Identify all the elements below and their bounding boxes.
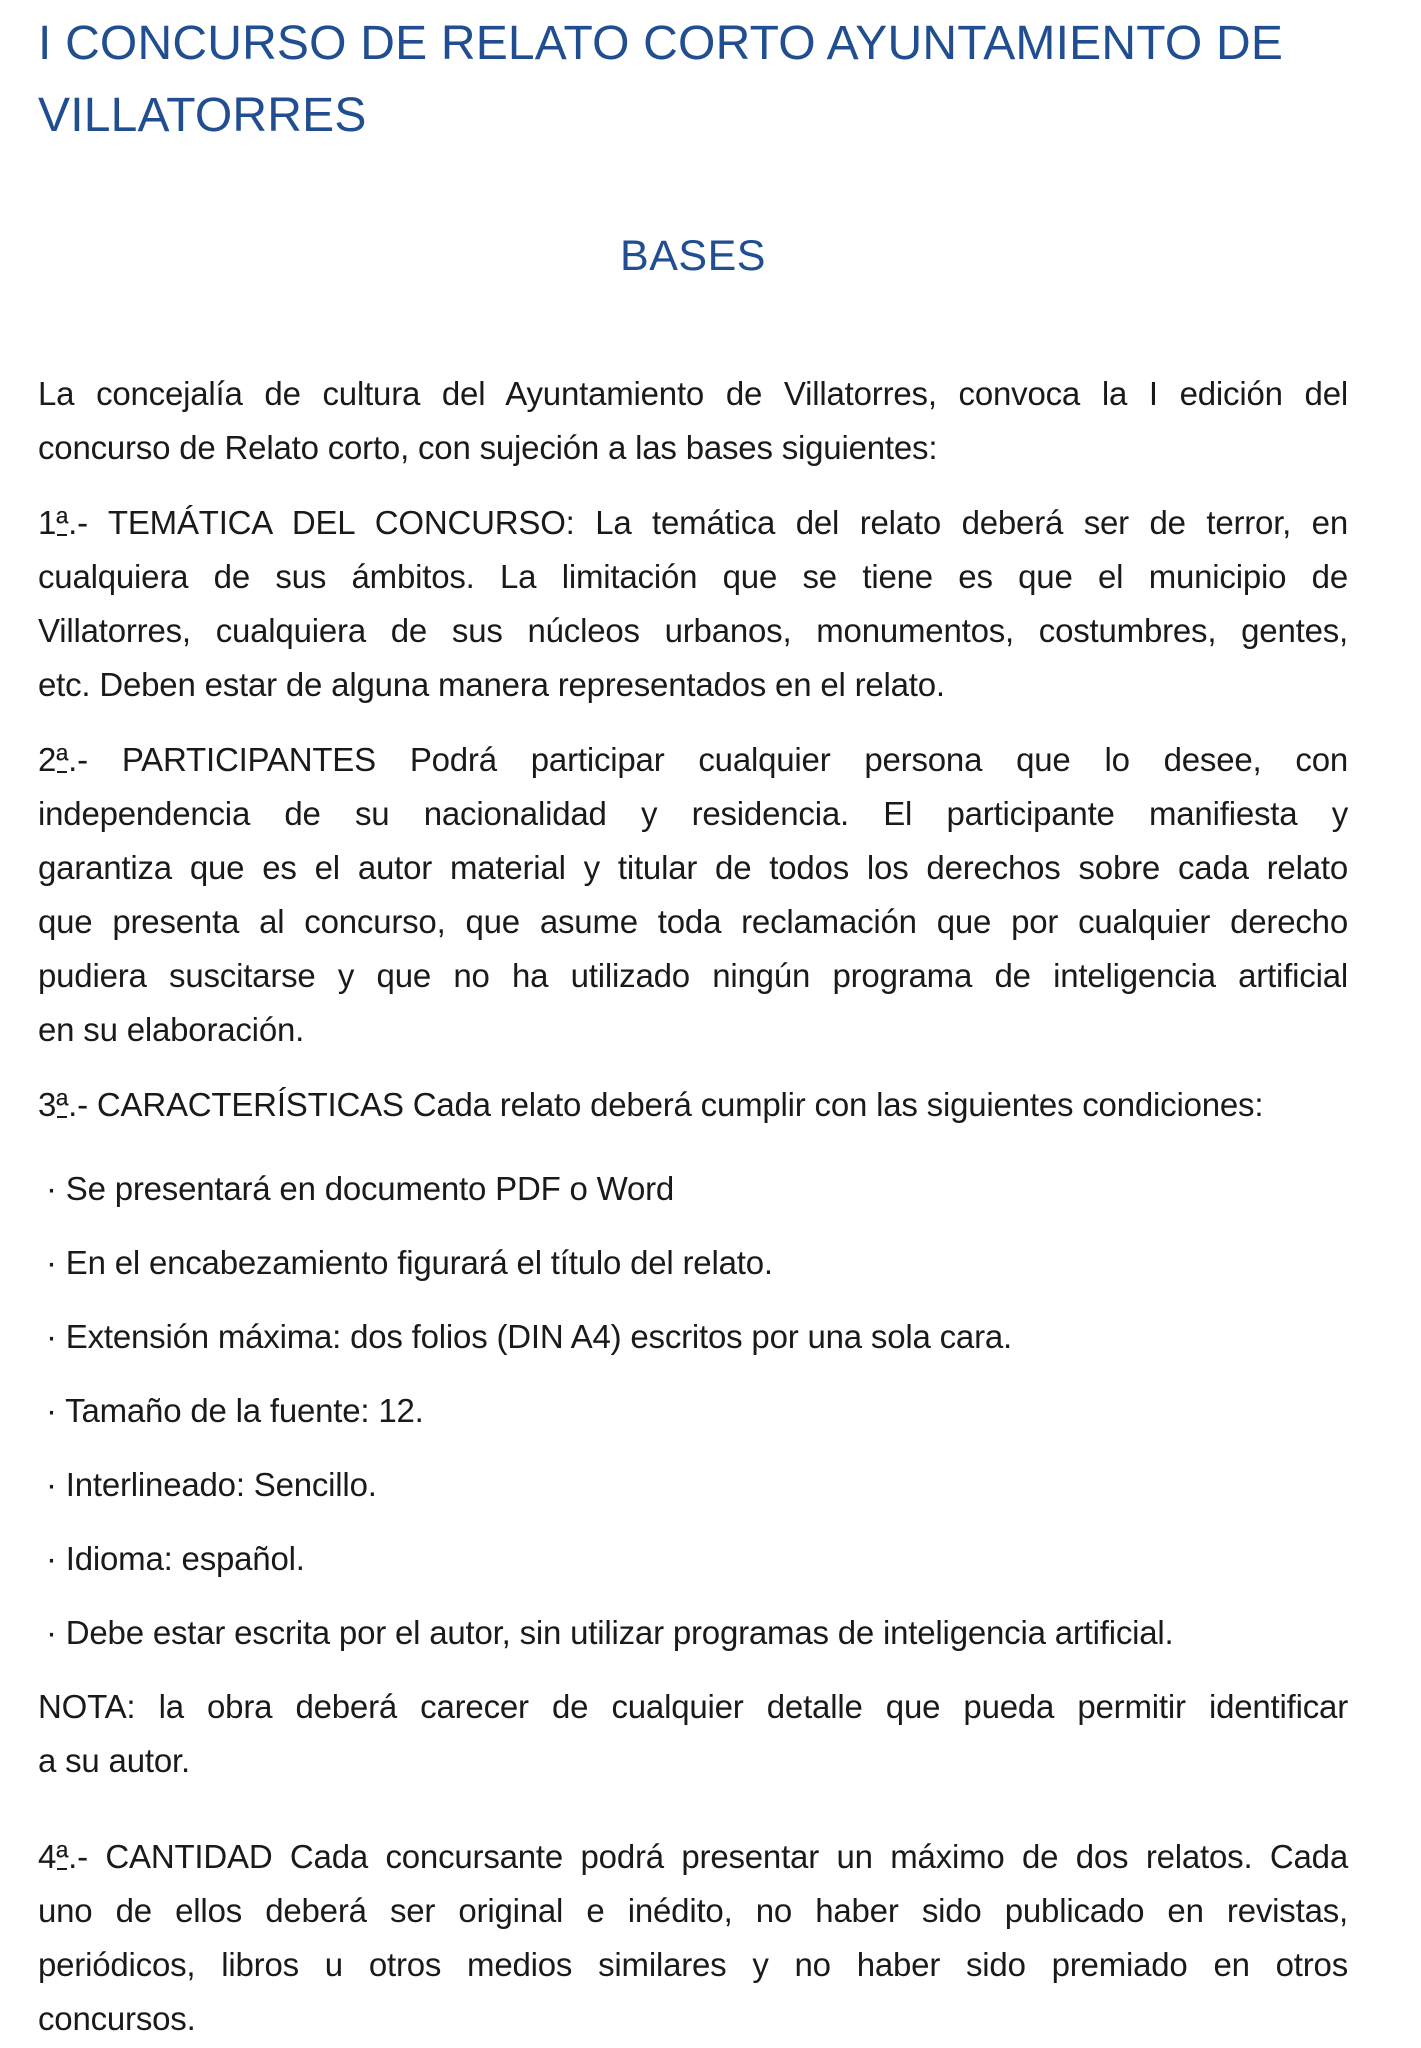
text-line: a su autor. bbox=[38, 1742, 190, 1779]
document-body bbox=[38, 367, 1348, 2046]
text-line: garantiza que es el autor material y titular de todos los derechos sobre cada relato bbox=[38, 849, 1348, 886]
text-line: independencia de su nacionalidad y residencia. El participante manifiesta y bbox=[38, 795, 1348, 832]
text-line: concursos. bbox=[38, 2000, 196, 2037]
ordinal-indicator: ª bbox=[56, 496, 68, 550]
text-line: 1ª.- TEMÁTICA DEL CONCURSO: La temática del relato deberá ser de terror, en bbox=[38, 496, 1348, 550]
nota-anonimato bbox=[38, 1680, 1348, 1788]
section-4-cantidad bbox=[38, 1830, 1348, 2046]
bullet-interlineado bbox=[38, 1458, 1348, 1512]
text-line: 4ª.- CANTIDAD Cada concursante podrá presentar un máximo de dos relatos. Cada bbox=[38, 1830, 1348, 1884]
text-line: · Se presentará en documento PDF o Word bbox=[46, 1170, 675, 1207]
ordinal-indicator: ª bbox=[56, 1078, 68, 1132]
text-line: concurso de Relato corto, con sujeción a las bases siguientes: bbox=[38, 429, 938, 466]
bullet-extension-maxima bbox=[38, 1310, 1348, 1364]
text-line: · En el encabezamiento figurará el título del relato. bbox=[46, 1244, 773, 1281]
bullet-tamano-fuente bbox=[38, 1384, 1348, 1438]
text-line: 2ª.- PARTICIPANTES Podrá participar cualquier persona que lo desee, con bbox=[38, 733, 1348, 787]
text-line: pudiera suscitarse y que no ha utilizado ningún programa de inteligencia artificial bbox=[38, 957, 1348, 994]
document-subtitle: BASES bbox=[620, 232, 766, 280]
bullet-encabezamiento bbox=[38, 1236, 1348, 1290]
text-line: · Debe estar escrita por el autor, sin utilizar programas de inteligencia artificial. bbox=[46, 1614, 1174, 1651]
text-line: que presenta al concurso, que asume toda reclamación que por cualquier derecho bbox=[38, 903, 1348, 940]
text-line: · Idioma: español. bbox=[46, 1540, 305, 1577]
text-line: 3ª.- CARACTERÍSTICAS Cada relato deberá cumplir con las siguientes condiciones: bbox=[38, 1078, 1348, 1132]
section-1-tematica bbox=[38, 496, 1348, 712]
text-line: Villatorres, cualquiera de sus núcleos urbanos, monumentos, costumbres, gentes, bbox=[38, 612, 1348, 649]
text-line: · Interlineado: Sencillo. bbox=[46, 1466, 377, 1503]
text-line: periódicos, libros u otros medios similares y no haber sido premiado en otros bbox=[38, 1946, 1348, 1983]
section-3-caracteristicas bbox=[38, 1078, 1348, 1132]
text-line: · Extensión máxima: dos folios (DIN A4) escritos por una sola cara. bbox=[46, 1318, 1012, 1355]
intro-paragraph bbox=[38, 367, 1348, 475]
text-line: cualquiera de sus ámbitos. La limitación que se tiene es que el municipio de bbox=[38, 558, 1348, 595]
text-line: · Tamaño de la fuente: 12. bbox=[46, 1392, 424, 1429]
ordinal-indicator: ª bbox=[56, 1830, 68, 1884]
text-line: NOTA: la obra deberá carecer de cualquier detalle que pueda permitir identificar bbox=[38, 1688, 1348, 1725]
bullet-sin-ia bbox=[38, 1606, 1348, 1660]
text-line: La concejalía de cultura del Ayuntamiento de Villatorres, convoca la I edición del bbox=[38, 375, 1348, 412]
bullet-idioma bbox=[38, 1532, 1348, 1586]
document-title bbox=[38, 8, 1348, 152]
title-line-2: VILLATORRES bbox=[38, 89, 367, 142]
text-line: uno de ellos deberá ser original e inédito, no haber sido publicado en revistas, bbox=[38, 1892, 1348, 1929]
text-line: etc. Deben estar de alguna manera representados en el relato. bbox=[38, 666, 945, 703]
title-line-1: I CONCURSO DE RELATO CORTO AYUNTAMIENTO DE bbox=[38, 17, 1284, 70]
bullet-formato-documento bbox=[38, 1162, 1348, 1216]
text-line: en su elaboración. bbox=[38, 1011, 305, 1048]
ordinal-indicator: ª bbox=[56, 733, 68, 787]
section-2-participantes bbox=[38, 733, 1348, 1057]
